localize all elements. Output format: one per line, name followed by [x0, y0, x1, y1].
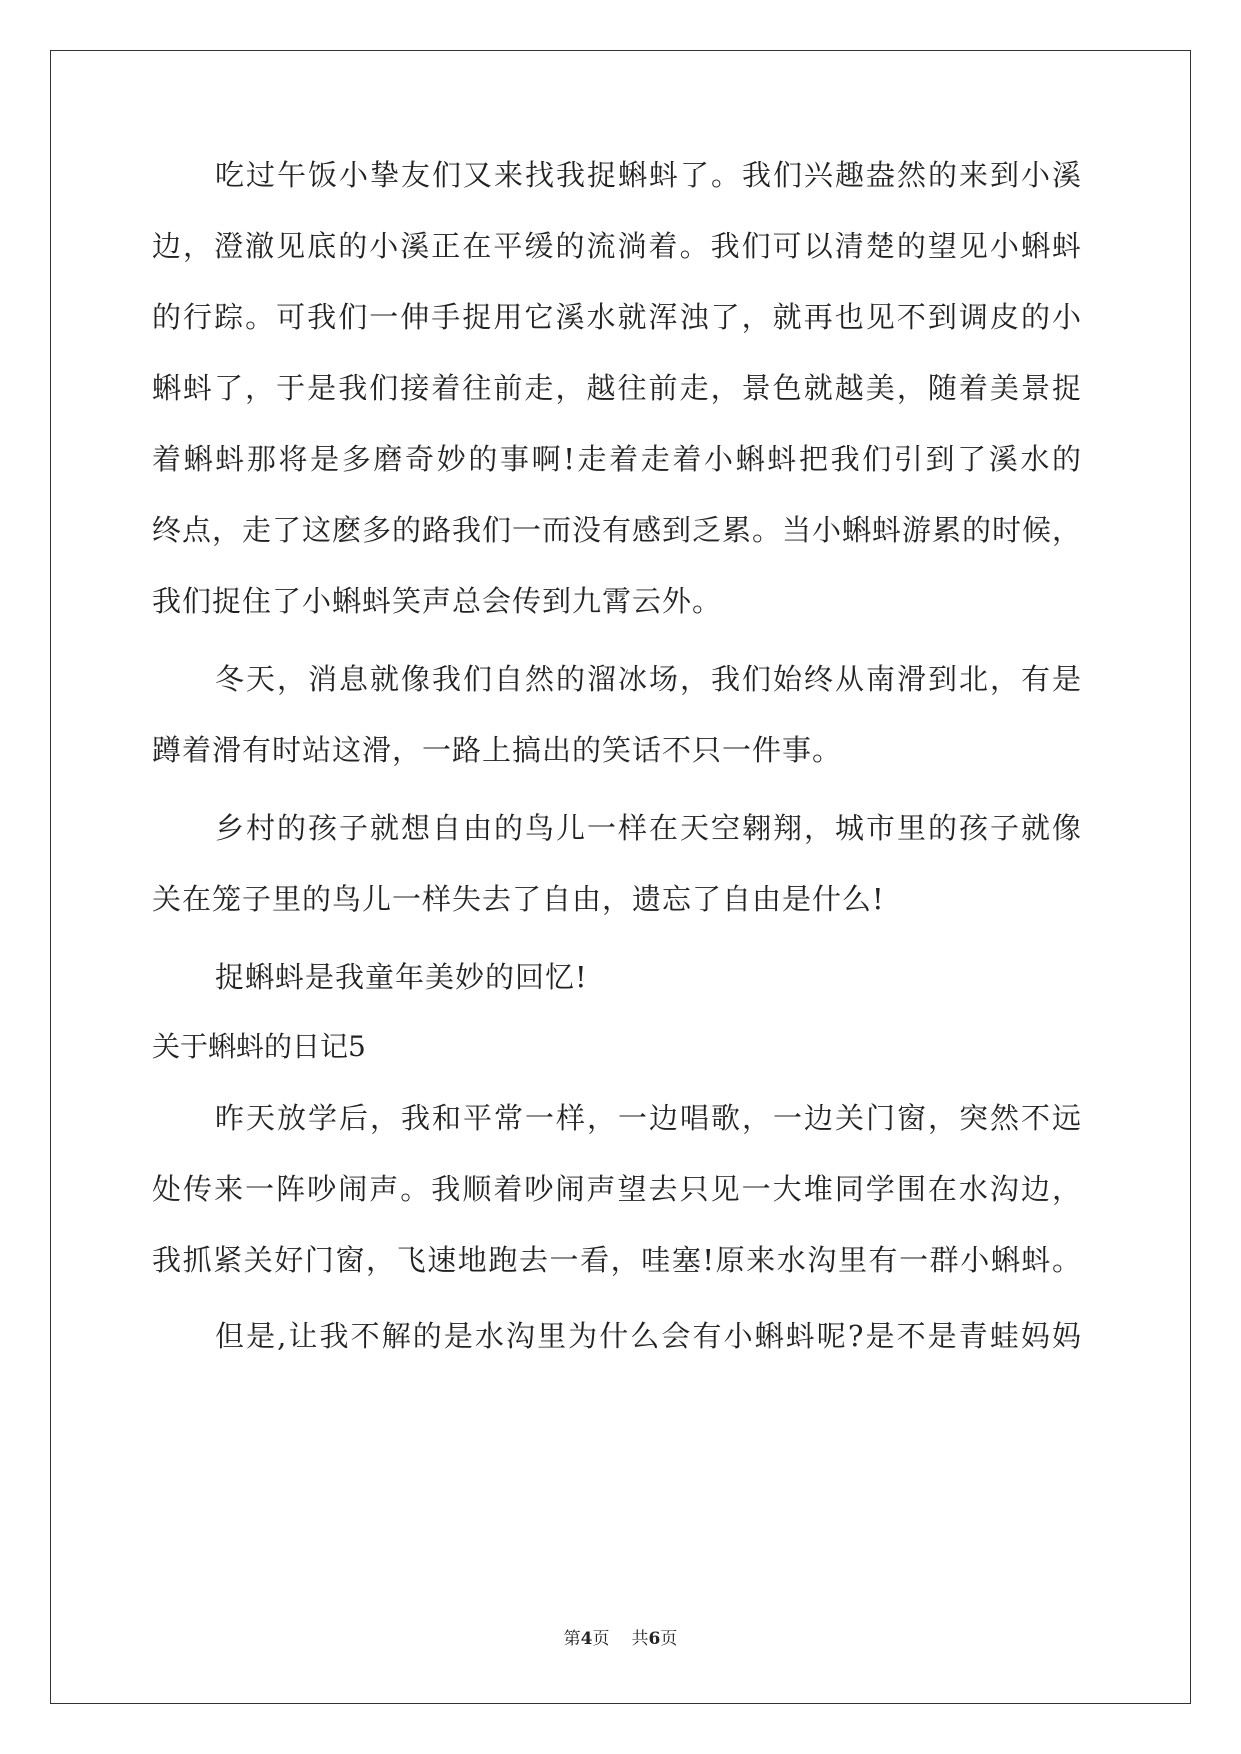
page-suffix: 页	[592, 1629, 610, 1649]
section-heading: 关于蝌蚪的日记5	[152, 1030, 366, 1063]
total-suffix: 页	[660, 1629, 678, 1649]
text-line: 蝌蚪了，于是我们接着往前走，越往前走，景色就越美，随着美景捉	[152, 371, 1082, 405]
text-line: 的行踪。可我们一伸手捉用它溪水就浑浊了，就再也见不到调皮的小	[152, 300, 1082, 334]
text-line: 我们捉住了小蝌蚪笑声总会传到九霄云外。	[152, 584, 723, 618]
page-footer	[0, 1628, 1241, 1650]
text-line: 边，澄澈见底的小溪正在平缓的流淌着。我们可以清楚的望见小蝌蚪	[152, 229, 1082, 263]
text-line: 但是,让我不解的是水沟里为什么会有小蝌蚪呢?是不是青蛙妈妈	[215, 1319, 1082, 1353]
text-line: 我抓紧关好门窗，飞速地跑去一看，哇塞!原来水沟里有一群小蝌蚪。	[152, 1243, 1082, 1277]
text-line: 昨天放学后，我和平常一样，一边唱歌，一边关门窗，突然不远	[215, 1101, 1082, 1135]
text-line: 关在笼子里的鸟儿一样失去了自由，遗忘了自由是什么!	[152, 882, 885, 916]
text-line: 乡村的孩子就想自由的鸟儿一样在天空翱翔，城市里的孩子就像	[215, 811, 1082, 845]
total-prefix: 共	[631, 1629, 649, 1649]
text-line: 冬天，消息就像我们自然的溜冰场，我们始终从南滑到北，有是	[215, 662, 1082, 696]
text-line: 吃过午饭小挚友们又来找我捉蝌蚪了。我们兴趣盎然的来到小溪	[215, 158, 1082, 192]
text-line: 蹲着滑有时站这滑，一路上搞出的笑话不只一件事。	[152, 733, 843, 767]
text-line: 着蝌蚪那将是多磨奇妙的事啊!走着走着小蝌蚪把我们引到了溪水的	[152, 442, 1082, 476]
text-line: 捉蝌蚪是我童年美妙的回忆!	[215, 960, 588, 994]
page-number: 4	[580, 1629, 593, 1649]
text-line: 终点，走了这麽多的路我们一而没有感到乏累。当小蝌蚪游累的时候，	[152, 513, 1083, 547]
text-line: 处传来一阵吵闹声。我顺着吵闹声望去只见一大堆同学围在水沟边，	[152, 1172, 1082, 1206]
page-prefix: 第	[563, 1629, 581, 1649]
total-pages: 6	[648, 1629, 661, 1649]
